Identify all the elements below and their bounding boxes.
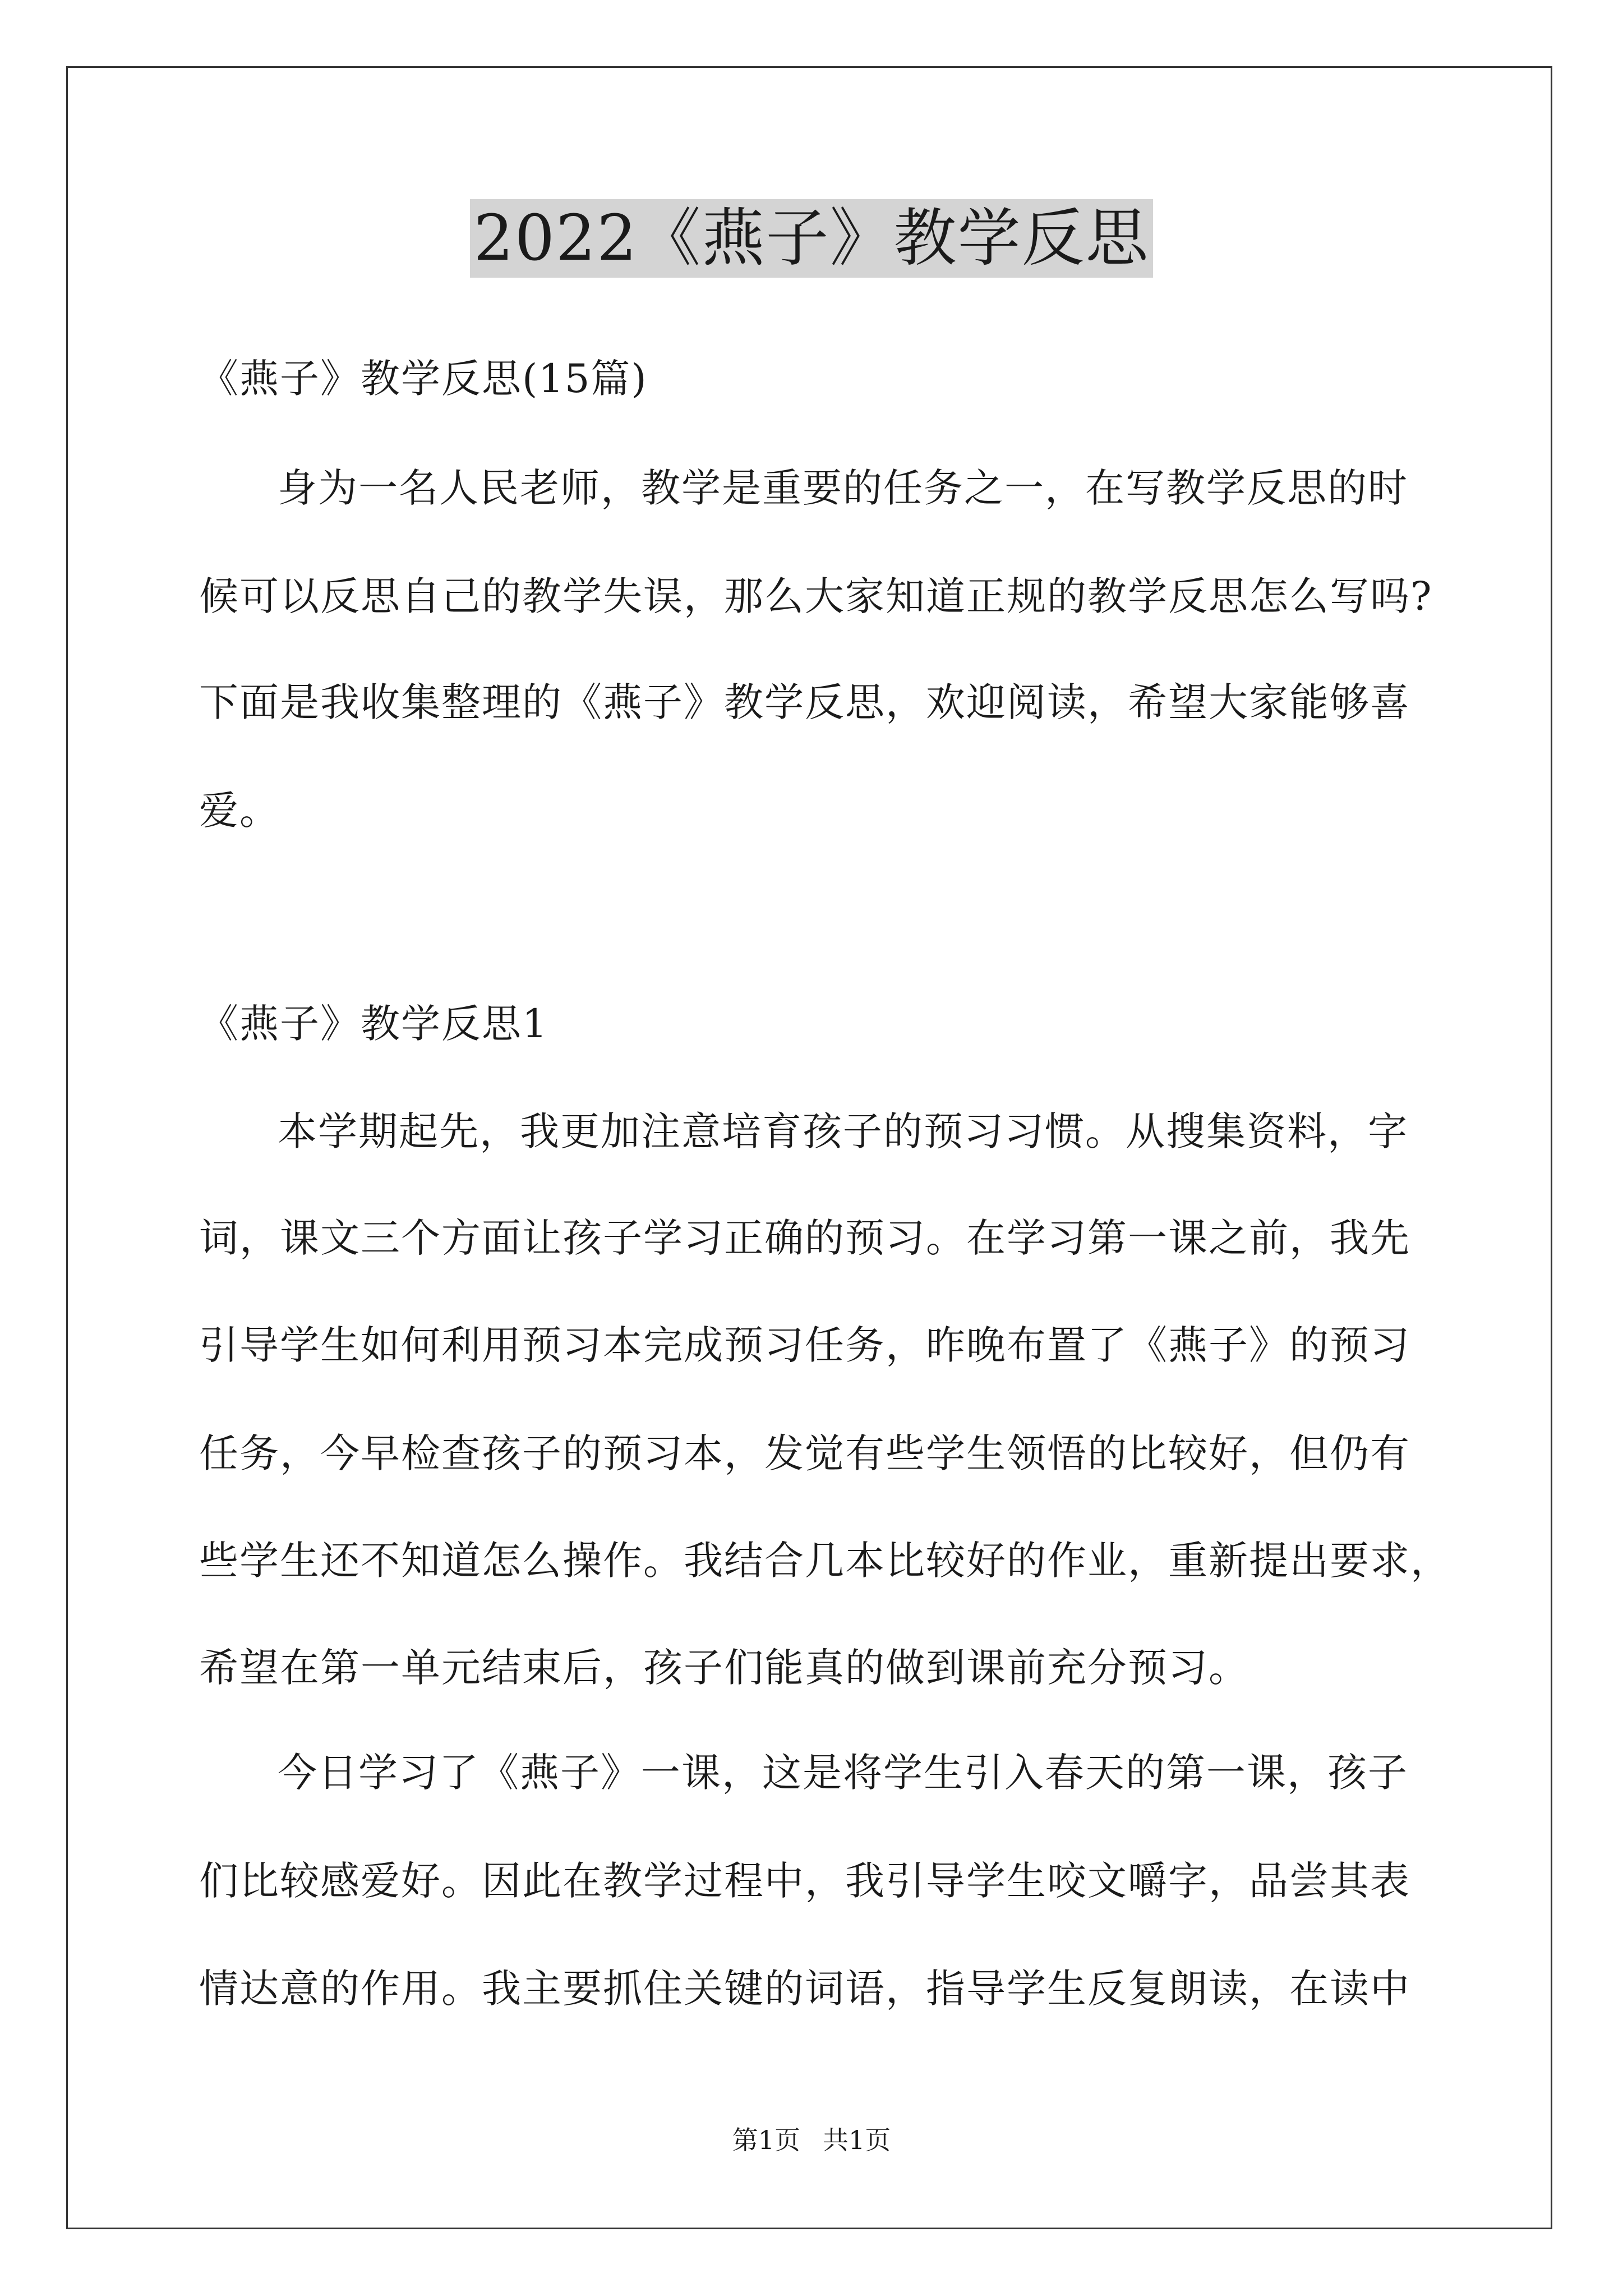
- section-heading: 《燕子》教学反思1: [199, 1001, 548, 1047]
- paragraph-line: 下面是我收集整理的《燕子》教学反思，欢迎阅读，希望大家能够喜: [199, 679, 1410, 725]
- paragraph-line: 候可以反思自己的教学失误，那么大家知道正规的教学反思怎么写吗?: [199, 573, 1433, 619]
- paragraph-line: 情达意的作用。我主要抓住关键的词语，指导学生反复朗读，在读中: [199, 1966, 1410, 2012]
- paragraph-line: 希望在第一单元结束后，孩子们能真的做到课前充分预习。: [199, 1645, 1249, 1691]
- paragraph-line: 本学期起先，我更加注意培育孩子的预习习惯。从搜集资料，字: [278, 1108, 1408, 1154]
- page-footer: [0, 2123, 1623, 2157]
- paragraph-line: 词，课文三个方面让孩子学习正确的预习。在学习第一课之前，我先: [199, 1215, 1410, 1261]
- paragraph-line: 身为一名人民老师，教学是重要的任务之一，在写教学反思的时: [278, 465, 1408, 511]
- document-title: 2022《燕子》教学反思: [470, 199, 1152, 278]
- paragraph-line: 们比较感爱好。因此在教学过程中，我引导学生咬文嚼字，品尝其表: [199, 1858, 1410, 1904]
- paragraph-line: 任务，今早检查孩子的预习本，发觉有些学生领悟的比较好，但仍有: [199, 1430, 1410, 1476]
- paragraph-line: 爱。: [199, 788, 280, 834]
- title-wrap: [0, 199, 1623, 278]
- paragraph-line: 些学生还不知道怎么操作。我结合几本比较好的作业，重新提出要求，: [199, 1538, 1451, 1584]
- page-total: 共1页: [823, 2125, 891, 2155]
- paragraph-line: 引导学生如何利用预习本完成预习任务，昨晚布置了《燕子》的预习: [199, 1322, 1410, 1368]
- page-number: 第1页: [732, 2125, 800, 2155]
- subtitle: 《燕子》教学反思(15篇): [199, 356, 648, 402]
- paragraph-line: 今日学习了《燕子》一课，这是将学生引入春天的第一课，孩子: [278, 1750, 1408, 1796]
